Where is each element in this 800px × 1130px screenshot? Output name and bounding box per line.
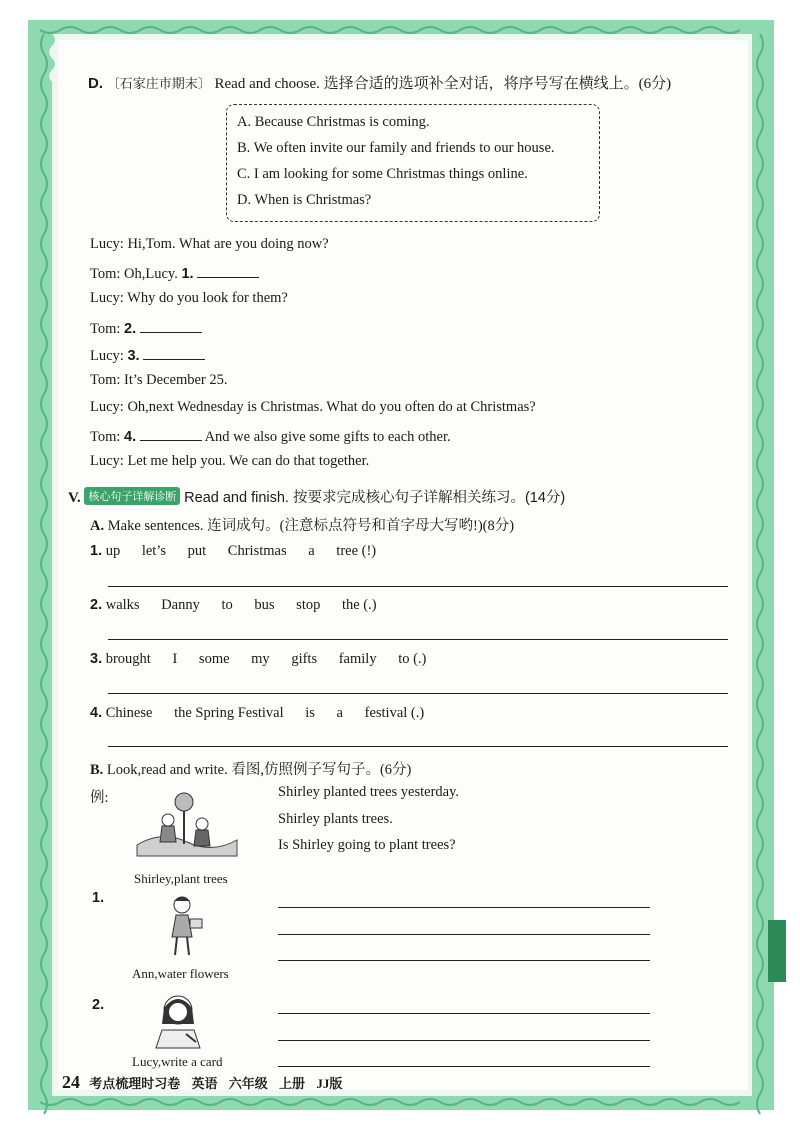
- page-footer: [62, 1072, 342, 1093]
- word: tree (!): [336, 543, 377, 559]
- sentence-item: [90, 651, 444, 668]
- answer-blank-1[interactable]: [197, 263, 259, 278]
- grade: 六年级: [228, 1076, 268, 1091]
- answer-line[interactable]: [108, 693, 728, 694]
- section-v-roman: V.: [68, 490, 81, 506]
- speaker-text: Tom:: [90, 429, 121, 445]
- sentence-item: [90, 597, 395, 614]
- word: a: [308, 543, 315, 559]
- dialogue-line: [90, 345, 205, 365]
- item-caption: Ann,water flowers: [132, 966, 229, 981]
- word: festival (.): [364, 705, 425, 721]
- section-v-header: [68, 486, 565, 507]
- part-a-instruction: Make sentences. 连词成句。(注意标点符号和首字母大写哟!)(8分): [107, 518, 515, 534]
- speaker-text: Tom: Oh,Lucy.: [90, 266, 178, 282]
- part-b-label: B.: [90, 762, 104, 778]
- options-box: [226, 104, 600, 222]
- option-d: D. When is Christmas?: [237, 192, 372, 208]
- page-number: 24: [62, 1072, 80, 1092]
- word: bus: [254, 597, 275, 613]
- subject: 英语: [191, 1076, 218, 1091]
- blank-number: 3.: [127, 348, 140, 364]
- answer-line[interactable]: [278, 1013, 650, 1014]
- word: some: [198, 651, 230, 667]
- section-d-instruction: Read and choose. 选择合适的选项补全对话，将序号写在横线上。(6分): [214, 76, 672, 92]
- dialogue-line: Lucy: Let me help you. We can do that together.: [90, 453, 370, 469]
- answer-line[interactable]: [108, 746, 728, 747]
- word: up: [105, 543, 121, 559]
- dialogue-line: [90, 263, 259, 283]
- word: a: [336, 705, 343, 721]
- blank-number: 4.: [124, 429, 137, 445]
- section-v-title: Read and finish. 按要求完成核心句子详解相关练习。(14分): [184, 490, 566, 506]
- answer-blank-2[interactable]: [140, 318, 202, 333]
- edition: JJ版: [316, 1076, 343, 1091]
- part-b-instruction: Look,read and write. 看图,仿照例子写句子。(6分): [106, 762, 412, 778]
- sentence-item: [90, 543, 394, 560]
- word: the (.): [341, 597, 377, 613]
- example-label: 例:: [90, 790, 109, 806]
- blank-number: 2.: [124, 321, 137, 337]
- item-number: 3.: [90, 651, 103, 667]
- dialogue-line: Tom: It’s December 25.: [90, 372, 228, 388]
- planting-trees-illustration: [132, 790, 242, 860]
- option-c: C. I am looking for some Christmas things online.: [237, 166, 528, 182]
- item-number: 2.: [90, 597, 103, 613]
- item-caption: Lucy,write a card: [132, 1054, 223, 1069]
- word: let’s: [141, 543, 167, 559]
- word: Christmas: [227, 543, 287, 559]
- dialogue-line: [90, 318, 202, 338]
- word: Chinese: [105, 705, 153, 721]
- section-v-tag: 核心句子详解诊断: [84, 487, 180, 505]
- dialogue-line: [90, 426, 451, 446]
- item-number: 1.: [92, 890, 105, 906]
- word: to: [221, 597, 233, 613]
- speaker-text: Tom:: [90, 321, 121, 337]
- speaker-text: Lucy:: [90, 348, 124, 364]
- word: Danny: [161, 597, 200, 613]
- word: is: [305, 705, 315, 721]
- dialogue-line: Lucy: Why do you look for them?: [90, 290, 288, 306]
- example-caption: Shirley,plant trees: [134, 871, 228, 886]
- answer-line[interactable]: [278, 934, 650, 935]
- option-a: A. Because Christmas is coming.: [237, 114, 430, 130]
- part-a-label: A.: [90, 518, 105, 534]
- item-number: 1.: [90, 543, 103, 559]
- item-number: 4.: [90, 705, 103, 721]
- answer-blank-3[interactable]: [143, 345, 205, 360]
- answer-line[interactable]: [278, 1066, 650, 1067]
- example-sentence: Shirley plants trees.: [278, 811, 393, 827]
- word: put: [187, 543, 207, 559]
- answer-line[interactable]: [108, 639, 728, 640]
- part-a-header: [90, 514, 514, 535]
- word: stop: [296, 597, 321, 613]
- example-sentence: Shirley planted trees yesterday.: [278, 784, 460, 800]
- section-d-source: 〔石家庄市期末〕: [106, 76, 211, 91]
- answer-line[interactable]: [108, 586, 728, 587]
- speaker-text: And we also give some gifts to each other.: [204, 429, 451, 445]
- answer-line[interactable]: [278, 907, 650, 908]
- answer-line[interactable]: [278, 1040, 650, 1041]
- book-title: 考点梳理时习卷: [89, 1076, 181, 1091]
- word: walks: [105, 597, 140, 613]
- item-number: 2.: [92, 997, 105, 1013]
- dialogue-line: Lucy: Hi,Tom. What are you doing now?: [90, 236, 329, 252]
- answer-blank-4[interactable]: [140, 426, 202, 441]
- word: the Spring Festival: [174, 705, 284, 721]
- example-sentence: Is Shirley going to plant trees?: [278, 837, 456, 853]
- word: I: [172, 651, 178, 667]
- answer-line[interactable]: [278, 960, 650, 961]
- section-d-header: [88, 72, 671, 93]
- section-d-label: D.: [88, 75, 103, 92]
- volume: 上册: [279, 1076, 306, 1091]
- word: my: [251, 651, 270, 667]
- dialogue-line: Lucy: Oh,next Wednesday is Christmas. What do you often do at Christmas?: [90, 399, 536, 415]
- girl-writing-illustration: [150, 990, 210, 1052]
- option-b: B. We often invite our family and friends to our house.: [237, 140, 555, 156]
- sentence-item: [90, 705, 442, 722]
- word: to (.): [398, 651, 427, 667]
- side-tab: [768, 920, 786, 982]
- girl-watering-illustration: [160, 893, 210, 963]
- word: brought: [105, 651, 151, 667]
- word: family: [338, 651, 377, 667]
- blank-number: 1.: [181, 266, 194, 282]
- part-b-header: [90, 758, 411, 779]
- word: gifts: [291, 651, 318, 667]
